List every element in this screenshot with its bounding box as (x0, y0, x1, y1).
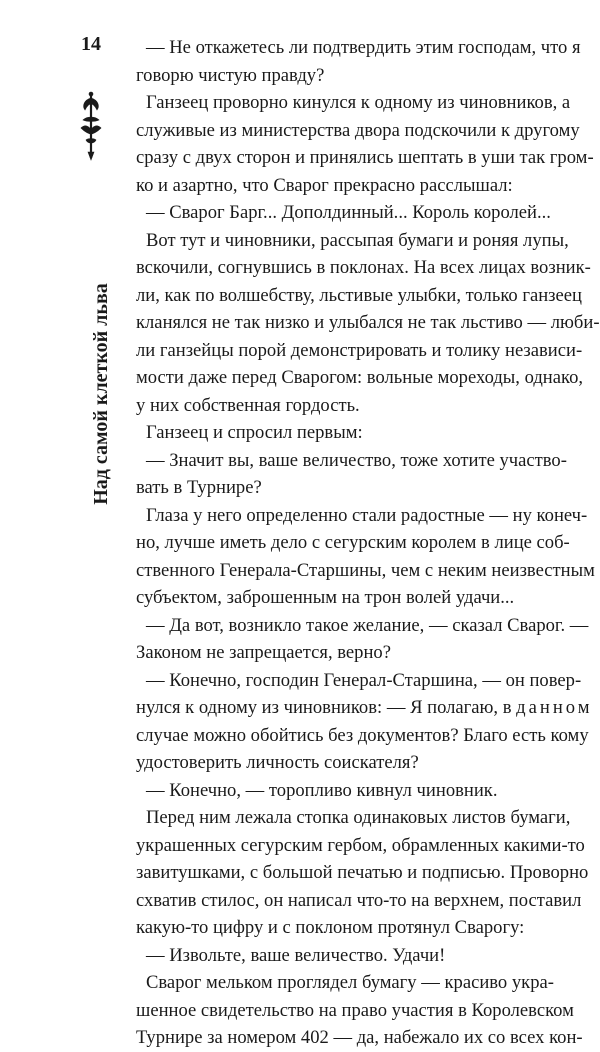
text-line-content: вскочили, согнувшись в поклонах. На всех лицах возник- (136, 257, 591, 278)
text-line (136, 914, 536, 942)
text-line (136, 364, 584, 392)
text-line (136, 722, 589, 750)
text-line (136, 529, 570, 557)
spaced-emphasis-word: данном (516, 697, 593, 718)
text-line-content: Турнире за номером 402 — да, набежало их со всех кон- (136, 1027, 583, 1048)
text-line-content: сразу с двух сторон и принялись шептать в уши так гром- (136, 147, 594, 168)
lion-ornament-icon (79, 90, 103, 162)
text-line-content: мости даже перед Сварогом: вольные мореходы, однако, (136, 367, 584, 388)
text-line-content: Сварог мельком проглядел бумагу — красиво укра- (146, 972, 554, 993)
text-line-content: — Извольте, ваше величество. Удачи! (146, 944, 446, 966)
text-line-content: ко и азартно, что Сварог прекрасно расслышал: (136, 174, 513, 196)
text-line-content: удостоверить личность соискателя? (136, 752, 419, 773)
text-line-content: Законом не запрещается, верно? (136, 642, 391, 663)
text-line-content: — Не откажетесь ли подтвердить этим господам, что я (146, 37, 581, 58)
text-line (136, 34, 581, 62)
text-line-content: — Конечно, — торопливо кивнул чиновник. (146, 779, 498, 801)
text-line-content: — Сварог Барг... Дополдинный... Король королей... (146, 202, 551, 223)
text-line (136, 392, 536, 420)
text-line-content: — Конечно, господин Генерал-Старшина, — он повер- (146, 669, 582, 691)
text-line-content: кланялся не так низко и улыбался не так льстиво — люби- (136, 312, 600, 333)
text-line (136, 254, 591, 282)
text-line (136, 887, 582, 915)
text-line-content: какую-то цифру и с поклоном протянул Сварогу: (136, 917, 525, 938)
text-line (136, 749, 536, 777)
text-line (136, 502, 588, 530)
text-line (136, 282, 582, 310)
text-line-content: у них собственная гордость. (136, 394, 360, 416)
text-line-content: служивые из министерства двора подскочили к другому (136, 119, 580, 141)
text-line (136, 172, 536, 200)
text-line (136, 832, 585, 860)
text-line-content: шенное свидетельство на право участия в Королевском (136, 999, 574, 1021)
text-line (136, 584, 536, 612)
text-line (136, 62, 536, 90)
text-line-content: ли ганзейцы порой демонстрировать и толику независи- (136, 339, 583, 361)
text-line-content: Глаза у него определенно стали радостные — ну конеч- (146, 504, 588, 526)
page-number: 14 (81, 33, 101, 55)
text-line (136, 612, 589, 640)
page-body-text (136, 34, 600, 1052)
text-line (136, 419, 536, 447)
text-line (136, 639, 536, 667)
text-line-content: — Да вот, возникло такое желание, — сказал Сварог. — (146, 614, 589, 636)
text-line (136, 199, 551, 227)
page-header (70, 33, 112, 505)
text-line (136, 942, 536, 970)
text-line-content: Вот тут и чиновники, рассыпая бумаги и роняя лупы, (146, 229, 569, 251)
text-line (136, 1024, 583, 1052)
text-line-content: субъектом, заброшенным на трон волей удачи... (136, 587, 515, 608)
text-line (136, 89, 571, 117)
text-line (136, 557, 595, 585)
text-line-content: говорю чистую правду? (136, 64, 325, 86)
text-line-content: Перед ним лежала стопка одинаковых листов бумаги, (146, 807, 571, 828)
text-line-content: схватив стилос, он написал что-то на верхнем, поставил (136, 889, 582, 911)
text-line-content: но, лучше иметь дело с сегурским королем в лице соб- (136, 532, 570, 553)
text-line (136, 969, 554, 997)
text-line (136, 337, 583, 365)
text-line (136, 997, 574, 1025)
text-line-content: Ганзеец проворно кинулся к одному из чиновников, а (146, 92, 571, 113)
text-line-content: нулся к одному из чиновников: — Я полагаю, в (136, 697, 512, 718)
running-title: Над самой клеткой льва (90, 283, 112, 505)
text-line (136, 144, 594, 172)
text-line-content: случае можно обойтись без документов? Благо есть кому (136, 724, 589, 746)
text-line-content: вать в Турнире? (136, 477, 262, 498)
text-line (136, 227, 569, 255)
text-line (136, 777, 536, 805)
text-line (136, 804, 571, 832)
text-line-content: — Значит вы, ваше величество, тоже хотите участво- (146, 449, 567, 471)
text-line-content: завитушками, с большой печатью и подписью. Проворно (136, 862, 589, 883)
text-line (136, 694, 593, 722)
text-line-content: ли, как по волшебству, льстивые улыбки, только ганзеец (136, 284, 582, 306)
text-line-content: украшенных сегурским гербом, обрамленных какими-то (136, 834, 585, 856)
text-line-content: ственного Генерала-Старшины, чем с неким неизвестным (136, 559, 595, 581)
text-line (136, 474, 536, 502)
text-line (136, 309, 600, 337)
text-line (136, 117, 580, 145)
text-line (136, 667, 582, 695)
text-line (136, 859, 589, 887)
text-line-content: Ганзеец и спросил первым: (146, 422, 363, 443)
text-line (136, 447, 567, 475)
